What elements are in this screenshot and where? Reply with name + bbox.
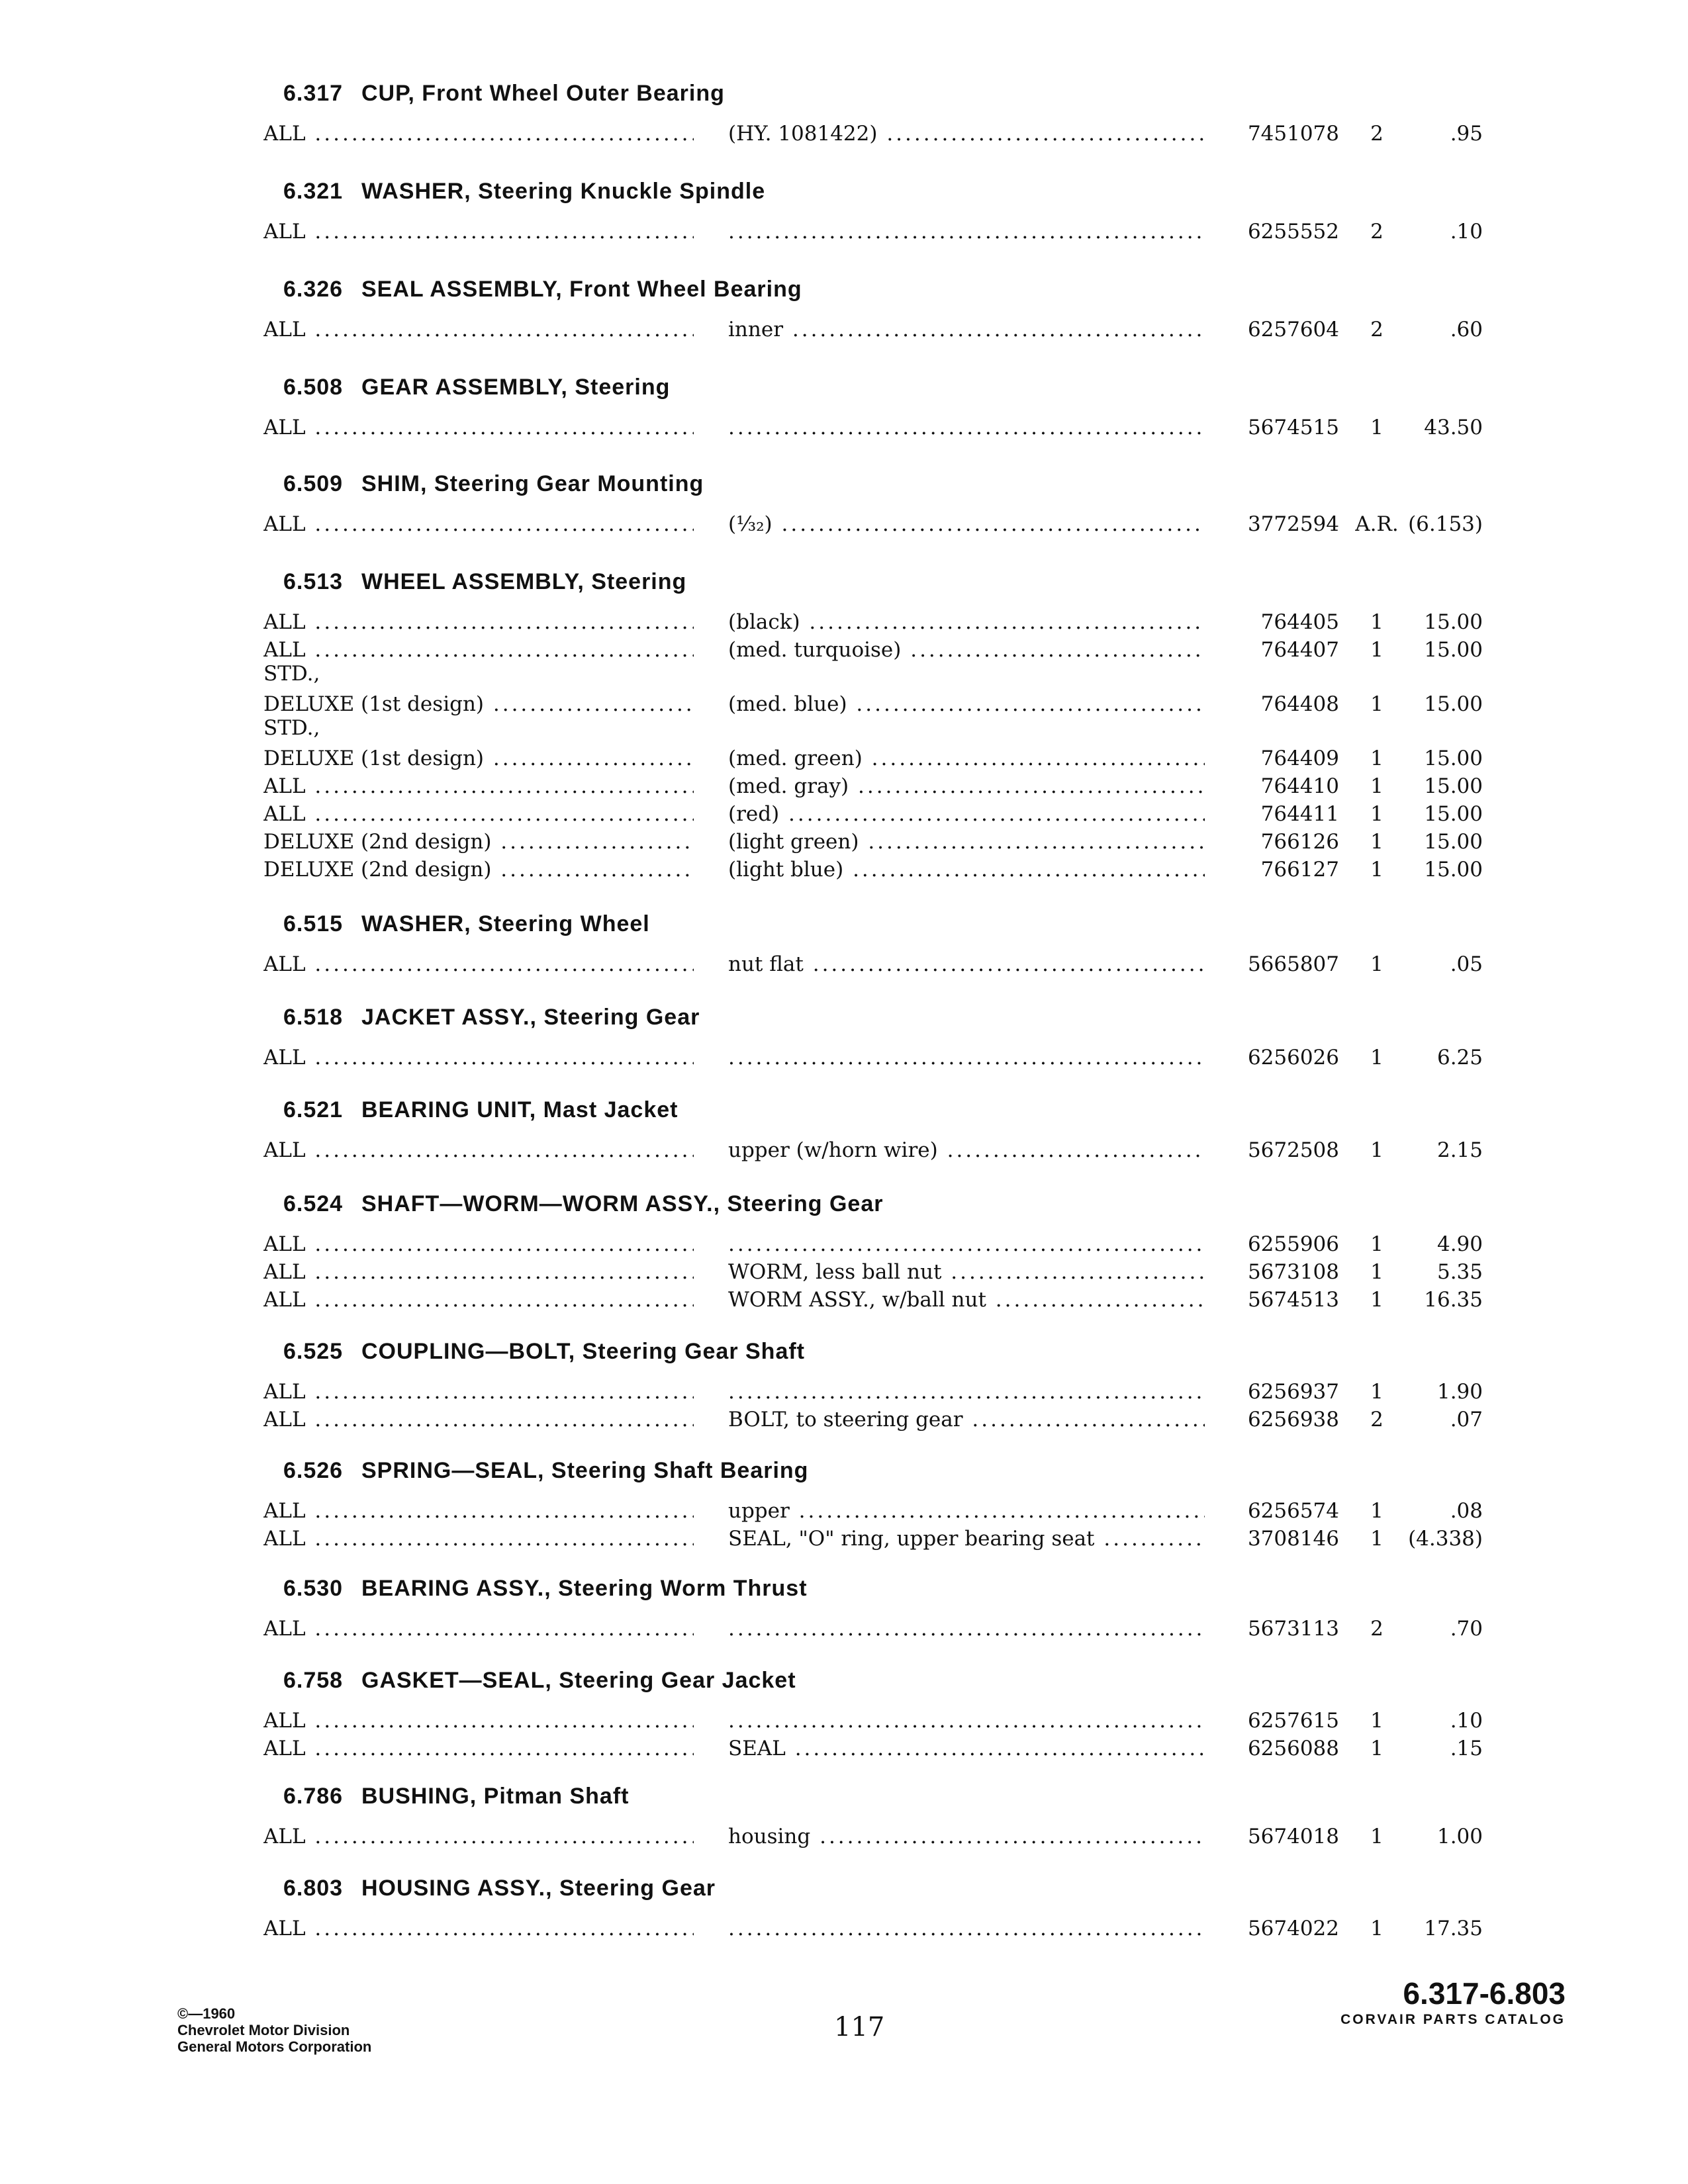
applicability: ALL ..... xyxy=(263,1232,694,1256)
part-number: 764411 xyxy=(1260,802,1339,826)
applicability: DELUXE (1st design) ..... xyxy=(263,747,694,770)
group-header xyxy=(283,911,650,937)
quantity: 1 xyxy=(1370,638,1383,662)
applicability: ALL ..... xyxy=(263,774,694,798)
part-number: 5673108 xyxy=(1247,1260,1339,1284)
part-description: (light blue) ..... xyxy=(728,858,1205,882)
group-number: 6.758 xyxy=(283,1668,344,1693)
part-description: (red) ..... xyxy=(728,802,1205,826)
applicability: DELUXE (2nd design) ..... xyxy=(263,830,694,854)
quantity: 1 xyxy=(1370,1499,1383,1523)
quantity: 2 xyxy=(1370,122,1383,146)
part-row xyxy=(0,1733,1688,1760)
part-row xyxy=(0,314,1688,341)
applicability: ALL ..... xyxy=(263,1709,694,1733)
price: .15 xyxy=(1450,1737,1483,1760)
part-description: housing ..... xyxy=(728,1825,1205,1848)
part-row xyxy=(0,1284,1688,1312)
group-header xyxy=(283,471,704,497)
part-number: 766127 xyxy=(1260,858,1339,882)
group-title: HOUSING ASSY., Steering Gear xyxy=(361,1876,716,1901)
group-title: WHEEL ASSEMBLY, Steering xyxy=(361,569,687,594)
part-description: (med. gray) ..... xyxy=(728,774,1205,798)
part-description: upper ..... xyxy=(728,1499,1205,1523)
group-header xyxy=(283,1005,700,1030)
quantity: 1 xyxy=(1370,1737,1383,1760)
applicability: ALL ..... xyxy=(263,1380,694,1404)
part-number: 764408 xyxy=(1260,692,1339,716)
group-header xyxy=(283,1668,796,1694)
part-row xyxy=(0,1523,1688,1551)
part-number: 766126 xyxy=(1260,830,1339,854)
part-row xyxy=(0,854,1688,882)
quantity: 1 xyxy=(1370,1380,1383,1404)
part-number: 764409 xyxy=(1260,747,1339,770)
quantity: 2 xyxy=(1370,1408,1383,1432)
part-description xyxy=(728,1380,1205,1404)
applicability: ALL ..... xyxy=(263,1917,694,1940)
price: 17.35 xyxy=(1424,1917,1483,1940)
group-header xyxy=(283,1458,808,1484)
part-description: (black) ..... xyxy=(728,610,1205,634)
part-description xyxy=(728,1046,1205,1069)
part-description: (HY. 1081422) ..... xyxy=(728,122,1205,146)
part-description: (med. turquoise) ..... xyxy=(728,638,1205,662)
part-description: BOLT, to steering gear ..... xyxy=(728,1408,1205,1432)
group-number: 6.326 xyxy=(283,277,344,302)
group-header xyxy=(283,1097,678,1123)
group-title: SHIM, Steering Gear Mounting xyxy=(361,471,704,496)
part-row xyxy=(0,508,1688,536)
part-description xyxy=(728,1709,1205,1733)
part-number: 764410 xyxy=(1260,774,1339,798)
price: .05 xyxy=(1450,952,1483,976)
group-title: GEAR ASSEMBLY, Steering xyxy=(361,375,671,400)
part-description xyxy=(728,220,1205,244)
part-row xyxy=(0,1256,1688,1284)
quantity: 2 xyxy=(1370,1617,1383,1641)
applicability: ALL ..... xyxy=(263,1046,694,1069)
part-row xyxy=(0,798,1688,826)
group-number: 6.509 xyxy=(283,471,344,496)
quantity: 1 xyxy=(1370,610,1383,634)
group-title: COUPLING—BOLT, Steering Gear Shaft xyxy=(361,1339,806,1364)
group-title: JACKET ASSY., Steering Gear xyxy=(361,1005,700,1030)
quantity: 1 xyxy=(1370,1917,1383,1940)
group-header xyxy=(283,277,802,302)
quantity: 1 xyxy=(1370,416,1383,439)
price: .07 xyxy=(1450,1408,1483,1432)
price: .10 xyxy=(1450,220,1483,244)
price: .60 xyxy=(1450,318,1483,341)
part-row xyxy=(0,688,1688,716)
applicability: ALL ..... xyxy=(263,1825,694,1848)
quantity: 1 xyxy=(1370,747,1383,770)
group-header xyxy=(283,1784,629,1809)
group-number: 6.803 xyxy=(283,1876,344,1901)
part-row xyxy=(0,1042,1688,1069)
price: 1.00 xyxy=(1436,1825,1483,1848)
group-number: 6.525 xyxy=(283,1339,344,1364)
part-number: 764407 xyxy=(1260,638,1339,662)
quantity: 1 xyxy=(1370,774,1383,798)
quantity: 1 xyxy=(1370,830,1383,854)
applicability: ALL ..... xyxy=(263,318,694,341)
part-row xyxy=(0,1495,1688,1523)
applicability: ALL ..... xyxy=(263,220,694,244)
quantity: 1 xyxy=(1370,802,1383,826)
applicability: ALL ..... xyxy=(263,512,694,536)
part-description: WORM, less ball nut ..... xyxy=(728,1260,1205,1284)
applicability: ALL ..... xyxy=(263,1617,694,1641)
part-number: 6255552 xyxy=(1247,220,1339,244)
group-number: 6.317 xyxy=(283,81,344,106)
applicability: ALL ..... xyxy=(263,1138,694,1162)
price: 15.00 xyxy=(1424,692,1483,716)
group-number: 6.321 xyxy=(283,179,344,204)
applicability-prefix: STD., xyxy=(263,716,320,740)
price: 15.00 xyxy=(1424,747,1483,770)
part-row xyxy=(0,1404,1688,1432)
part-description xyxy=(728,416,1205,439)
catalog-title: CORVAIR PARTS CATALOG xyxy=(1340,2012,1566,2027)
price: 6.25 xyxy=(1436,1046,1483,1069)
part-number: 6257615 xyxy=(1247,1709,1339,1733)
part-number: 6257604 xyxy=(1247,318,1339,341)
part-number: 5674513 xyxy=(1247,1288,1339,1312)
part-row xyxy=(0,634,1688,662)
price: 2.15 xyxy=(1436,1138,1483,1162)
applicability: ALL ..... xyxy=(263,1499,694,1523)
applicability: ALL ..... xyxy=(263,1288,694,1312)
applicability: DELUXE (2nd design) ..... xyxy=(263,858,694,882)
applicability: ALL ..... xyxy=(263,1737,694,1760)
group-number: 6.521 xyxy=(283,1097,344,1122)
group-title: WASHER, Steering Wheel xyxy=(361,911,650,936)
price: .95 xyxy=(1450,122,1483,146)
quantity: 2 xyxy=(1370,318,1383,341)
quantity: A.R. xyxy=(1355,512,1399,536)
part-number: 5665807 xyxy=(1247,952,1339,976)
group-title: SEAL ASSEMBLY, Front Wheel Bearing xyxy=(361,277,802,302)
part-description: (med. blue) ..... xyxy=(728,692,1205,716)
applicability: ALL ..... xyxy=(263,1408,694,1432)
page-number: 117 xyxy=(834,2012,885,2042)
part-number: 6256574 xyxy=(1247,1499,1339,1523)
price: 15.00 xyxy=(1424,858,1483,882)
quantity: 1 xyxy=(1370,1288,1383,1312)
group-number: 6.518 xyxy=(283,1005,344,1030)
section-range-title: 6.317-6.803 xyxy=(1403,1976,1566,2011)
part-number: 6256937 xyxy=(1247,1380,1339,1404)
quantity: 1 xyxy=(1370,1046,1383,1069)
price: (4.338) xyxy=(1408,1527,1483,1551)
part-row xyxy=(0,1376,1688,1404)
group-header xyxy=(283,1339,805,1365)
price: 43.50 xyxy=(1424,416,1483,439)
part-number: 3708146 xyxy=(1247,1527,1339,1551)
applicability: DELUXE (1st design) ..... xyxy=(263,692,694,716)
group-header xyxy=(283,569,686,595)
part-number: 5672508 xyxy=(1247,1138,1339,1162)
applicability: ALL ..... xyxy=(263,1260,694,1284)
price: .10 xyxy=(1450,1709,1483,1733)
part-number: 5674018 xyxy=(1247,1825,1339,1848)
part-number: 6256026 xyxy=(1247,1046,1339,1069)
part-row xyxy=(0,1705,1688,1733)
price: .08 xyxy=(1450,1499,1483,1523)
part-description: upper (w/horn wire) ..... xyxy=(728,1138,1205,1162)
price: 15.00 xyxy=(1424,774,1483,798)
group-number: 6.524 xyxy=(283,1191,344,1216)
copyright-line: Chevrolet Motor Division xyxy=(177,2022,350,2038)
part-description: (¹⁄₃₂) ..... xyxy=(728,512,1205,536)
part-row xyxy=(0,1228,1688,1256)
group-header xyxy=(283,81,725,107)
part-row xyxy=(0,948,1688,976)
quantity: 1 xyxy=(1370,692,1383,716)
part-description xyxy=(728,1917,1205,1940)
group-title: CUP, Front Wheel Outer Bearing xyxy=(361,81,725,106)
part-number: 3772594 xyxy=(1247,512,1339,536)
part-description: WORM ASSY., w/ball nut ..... xyxy=(728,1288,1205,1312)
quantity: 1 xyxy=(1370,1527,1383,1551)
group-header xyxy=(283,1876,716,1901)
part-row xyxy=(0,606,1688,634)
part-number: 6256938 xyxy=(1247,1408,1339,1432)
part-row xyxy=(0,743,1688,770)
price: 15.00 xyxy=(1424,610,1483,634)
part-number: 5673113 xyxy=(1247,1617,1339,1641)
price: 15.00 xyxy=(1424,830,1483,854)
group-header xyxy=(283,179,765,205)
part-description: nut flat ..... xyxy=(728,952,1205,976)
group-title: BEARING UNIT, Mast Jacket xyxy=(361,1097,679,1122)
quantity: 1 xyxy=(1370,1260,1383,1284)
part-description: SEAL, "O" ring, upper bearing seat ..... xyxy=(728,1527,1205,1551)
applicability: ALL ..... xyxy=(263,610,694,634)
part-number: 6255906 xyxy=(1247,1232,1339,1256)
quantity: 1 xyxy=(1370,1709,1383,1733)
part-row xyxy=(0,1913,1688,1940)
price: 4.90 xyxy=(1436,1232,1483,1256)
group-number: 6.513 xyxy=(283,569,344,594)
part-row xyxy=(0,1821,1688,1848)
part-row xyxy=(0,1134,1688,1162)
part-row xyxy=(0,118,1688,146)
part-number: 5674515 xyxy=(1247,416,1339,439)
applicability: ALL ..... xyxy=(263,638,694,662)
price: 15.00 xyxy=(1424,638,1483,662)
quantity: 1 xyxy=(1370,858,1383,882)
group-title: BEARING ASSY., Steering Worm Thrust xyxy=(361,1576,808,1601)
part-description: inner ..... xyxy=(728,318,1205,341)
part-description xyxy=(728,1617,1205,1641)
part-row xyxy=(0,216,1688,244)
applicability-prefix: STD., xyxy=(263,662,320,686)
copyright-line: General Motors Corporation xyxy=(177,2038,372,2055)
group-number: 6.515 xyxy=(283,911,344,936)
group-title: BUSHING, Pitman Shaft xyxy=(361,1784,630,1809)
group-number: 6.508 xyxy=(283,375,344,400)
group-title: SHAFT—WORM—WORM ASSY., Steering Gear xyxy=(361,1191,884,1216)
part-description: (light green) ..... xyxy=(728,830,1205,854)
applicability: ALL ..... xyxy=(263,952,694,976)
price: 5.35 xyxy=(1436,1260,1483,1284)
group-title: WASHER, Steering Knuckle Spindle xyxy=(361,179,766,204)
part-number: 7451078 xyxy=(1247,122,1339,146)
group-header xyxy=(283,1576,808,1602)
part-number: 5674022 xyxy=(1247,1917,1339,1940)
copyright-line: ©—1960 xyxy=(177,2005,236,2022)
applicability: ALL ..... xyxy=(263,122,694,146)
price: 16.35 xyxy=(1424,1288,1483,1312)
group-number: 6.530 xyxy=(283,1576,344,1601)
group-title: SPRING—SEAL, Steering Shaft Bearing xyxy=(361,1458,809,1483)
applicability: ALL ..... xyxy=(263,416,694,439)
group-header xyxy=(283,375,670,400)
part-row xyxy=(0,770,1688,798)
quantity: 1 xyxy=(1370,1232,1383,1256)
group-title: GASKET—SEAL, Steering Gear Jacket xyxy=(361,1668,796,1693)
part-description xyxy=(728,1232,1205,1256)
part-row xyxy=(0,826,1688,854)
applicability: ALL ..... xyxy=(263,1527,694,1551)
copyright-block xyxy=(177,2005,371,2055)
group-header xyxy=(283,1191,883,1217)
part-number: 6256088 xyxy=(1247,1737,1339,1760)
quantity: 1 xyxy=(1370,952,1383,976)
part-description: (med. green) ..... xyxy=(728,747,1205,770)
group-number: 6.786 xyxy=(283,1784,344,1809)
part-row xyxy=(0,1613,1688,1641)
quantity: 1 xyxy=(1370,1825,1383,1848)
price: 1.90 xyxy=(1436,1380,1483,1404)
part-description: SEAL ..... xyxy=(728,1737,1205,1760)
group-number: 6.526 xyxy=(283,1458,344,1483)
part-number: 764405 xyxy=(1260,610,1339,634)
price: 15.00 xyxy=(1424,802,1483,826)
quantity: 2 xyxy=(1370,220,1383,244)
part-row xyxy=(0,412,1688,439)
price: (6.153) xyxy=(1408,512,1483,536)
price: .70 xyxy=(1450,1617,1483,1641)
applicability: ALL ..... xyxy=(263,802,694,826)
quantity: 1 xyxy=(1370,1138,1383,1162)
